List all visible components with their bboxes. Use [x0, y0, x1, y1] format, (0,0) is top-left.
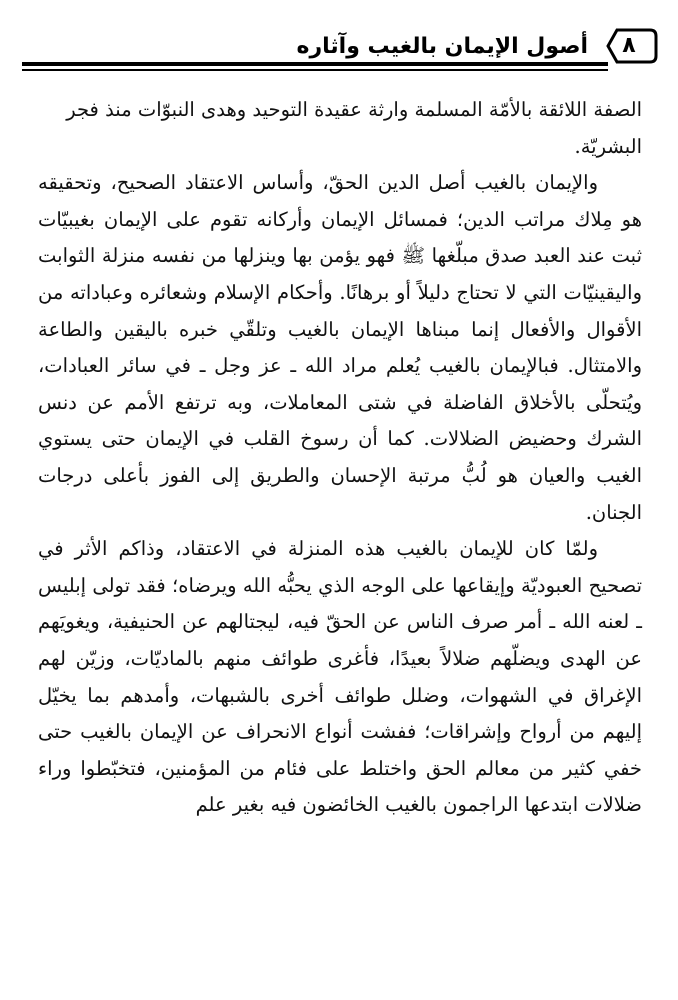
paragraph-faith-in-unseen: والإيمان بالغيب أصل الدين الحقّ، وأساس الاعتقاد الصحيح، وتحقيقه هو مِلاك مراتب الدين؛ فمسائل الإيمان وأركانه تقوم على الإيمان بغيبيّات ثبت عند العبد صدق مبلّغها ﷺ فهو يؤمن بها وينزلها من نفسه منزلة الثوابت واليقينيّات التي لا تحتاج دليلاً أو برهانًا. وأحكام الإسلام وشعائره وعباداته من الأقوال والأفعال إنما مبناها الإيمان بالغيب وتلقّي خبره باليقين والطاعة والامتثال. فبالإيمان بالغيب يُعلم مراد الله ـ عز وجل ـ في سائر العبادات، ويُتحلّى بالأخلاق الفاضلة في شتى المعاملات، وبه ترتفع الأمم عن دنس الشرك وحضيض الضلالات. كما أن رسوخ القلب في الإيمان حتى يستوي الغيب والعيان هو لُبُّ مرتبة الإحسان والطريق إلى الفوز بأعلى درجات الجنان.: [38, 171, 642, 524]
page-number-badge: [600, 26, 658, 66]
header-rule-thick: [22, 62, 608, 66]
paragraph-continuation: الصفة اللائقة بالأمّة المسلمة وارثة عقيدة التوحيد وهدى النبوّات منذ فجر البشريّة.: [66, 98, 642, 158]
page-header: [22, 22, 658, 80]
page-number: ٨: [622, 33, 636, 58]
body-text: [38, 92, 642, 824]
header-rule-thin: [22, 69, 608, 71]
paragraph-iblis-deviation: ولمّا كان للإيمان بالغيب هذه المنزلة في الاعتقاد، وذاكم الأثر في تصحيح العبوديّة وإيقاعها على الوجه الذي يحبُّه الله ويرضاه؛ فقد تولى إبليس ـ لعنه الله ـ أمر صرف الناس عن الحقّ فيه، ليجتالهم عن الحنيفية، ويغويَهم عن الهدى ويضلّهم ضلالاً بعيدًا، فأغرى طوائف منهم بالماديّات، وزيّن لهم الإغراق في الشهوات، وضلل طوائف أخرى بالشبهات، وأمدهم بما يخيّل إليهم من أرواح وإشراقات؛ ففشت أنواع الانحراف عن الإيمان بالغيب حتى خفي كثير من معالم الحق واختلط على فئام من المؤمنين، فتخبّطوا وراء ضلالات ابتدعها الراجمون بالغيب الخائضون فيه بغير علم: [38, 537, 642, 817]
running-header-title: أصول الإيمان بالغيب وآثاره: [296, 34, 588, 59]
